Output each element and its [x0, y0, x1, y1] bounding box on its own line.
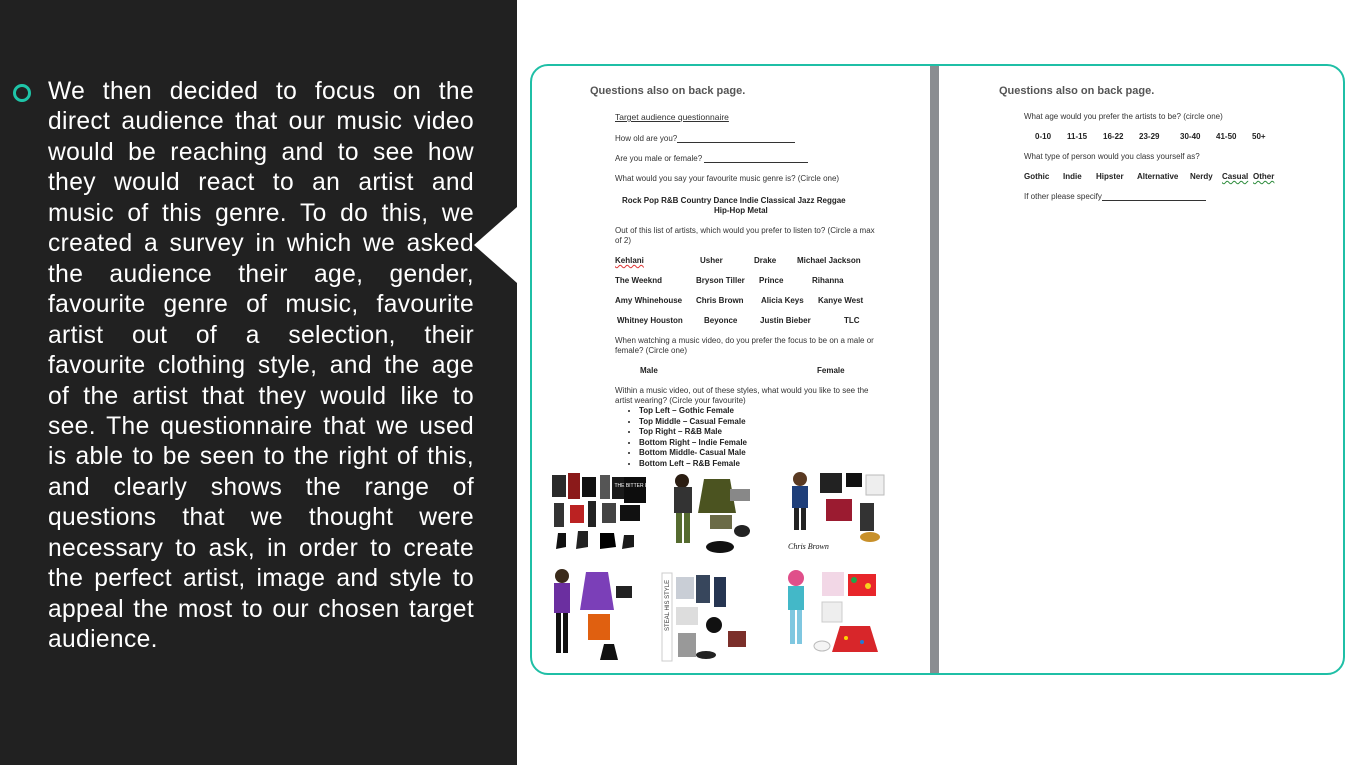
artist-option: Whitney Houston: [617, 316, 683, 325]
focus-option: Female: [817, 366, 845, 375]
age-option: 30-40: [1180, 132, 1201, 141]
genre-options: Rock Pop R&B Country Dance Indie Classical Jazz Reggae: [622, 196, 846, 205]
indie-female-collage: [782, 566, 882, 662]
artist-option: Alicia Keys: [761, 296, 804, 305]
casual-female-collage: [668, 471, 758, 557]
artist-option: Michael Jackson: [797, 256, 861, 265]
age-option: 11-15: [1067, 132, 1088, 141]
style-item: • Bottom Right – Indie Female: [639, 438, 747, 449]
gothic-female-collage: [550, 471, 656, 553]
question-age: How old are you?: [615, 134, 795, 143]
type-option: Hipster: [1096, 172, 1124, 181]
type-option: Other: [1253, 172, 1275, 181]
type-option: Casual: [1222, 172, 1249, 181]
question-person-type: What type of person would you class yourself as?: [1024, 152, 1200, 161]
artist-option: Amy Whinehouse: [615, 296, 683, 305]
artist-option: Kehlani: [615, 256, 644, 265]
collage-caption: THE BITTER END: [614, 483, 656, 489]
artist-option: Rihanna: [812, 276, 844, 285]
style-item: • Top Middle – Casual Female: [639, 417, 747, 428]
type-option: Nerdy: [1190, 172, 1213, 181]
questionnaire-page-front: [532, 66, 930, 673]
style-item: • Top Left – Gothic Female: [639, 406, 747, 417]
style-item: • Bottom Left – R&B Female: [639, 459, 747, 470]
focus-option: Male: [640, 366, 658, 375]
question-artists: Out of this list of artists, which would you prefer to listen to? (Circle a max of 2): [615, 226, 875, 245]
style-item: • Bottom Middle- Casual Male: [639, 448, 747, 459]
questionnaire-title: Target audience questionnaire: [615, 112, 729, 122]
genre-options-2: Hip-Hop Metal: [714, 206, 768, 215]
artist-option: Chris Brown: [696, 296, 744, 305]
artist-option: TLC: [844, 316, 860, 325]
collage-caption: STEAL HIS STYLE: [665, 579, 671, 631]
artist-option: Drake: [754, 256, 777, 265]
page-divider: [930, 66, 939, 673]
rnb-male-collage: [780, 469, 890, 555]
callout-pointer: [474, 207, 517, 283]
type-option: Gothic: [1024, 172, 1050, 181]
age-option: 0-10: [1035, 132, 1052, 141]
text-panel: [0, 0, 517, 765]
style-item: • Top Right – R&B Male: [639, 427, 747, 438]
artist-option: Kanye West: [818, 296, 864, 305]
collage-caption: Chris Brown: [788, 542, 829, 551]
question-gender: Are you male or female?: [615, 154, 808, 163]
age-option: 16-22: [1103, 132, 1124, 141]
artist-option: Bryson Tiller: [696, 276, 745, 285]
rnb-female-collage: [546, 566, 638, 664]
artist-option: Justin Bieber: [760, 316, 811, 325]
page-header: Questions also on back page.: [590, 85, 746, 97]
page-header: Questions also on back page.: [999, 85, 1155, 97]
casual-male-collage: [660, 571, 750, 665]
question-style: Within a music video, out of these styles, what would you like to see the artist wearing? (Circle your favourite): [615, 386, 869, 405]
artist-option: Usher: [700, 256, 723, 265]
bullet-ring-icon: [13, 84, 31, 102]
question-other: If other please specify: [1024, 192, 1206, 201]
type-option: Indie: [1063, 172, 1082, 181]
age-option: 23-29: [1139, 132, 1160, 141]
questionnaire-page-back: [939, 66, 1343, 673]
type-option: Alternative: [1137, 172, 1179, 181]
age-option: 41-50: [1216, 132, 1237, 141]
artist-option: Beyonce: [704, 316, 738, 325]
artist-option: Prince: [759, 276, 784, 285]
question-genre: What would you say your favourite music genre is? (Circle one): [615, 174, 840, 183]
artist-option: The Weeknd: [615, 276, 662, 285]
question-focus: When watching a music video, do you prefer the focus to be on a male or female? (Circle one): [615, 336, 874, 355]
question-artist-age: What age would you prefer the artists to be? (circle one): [1024, 112, 1223, 121]
age-option: 50+: [1252, 132, 1266, 141]
questionnaire-image: [530, 64, 1345, 675]
body-paragraph: We then decided to focus on the direct audience that our music video would be reaching and to see how they would react to an artist and music of this genre. To do this, we created a survey in which we asked the audience their age, gender, favourite genre of music, favourite artist out of a selection, their favourite clothing style, and the age of the artist that they would like to see. The questionnaire that we used is able to be seen to the right of this, and clearly shows the range of questions that we thought were necessary to ask, in order to create the perfect artist, image and style to appeal the most to our chosen target audience.: [48, 78, 474, 654]
style-list: [615, 406, 747, 470]
